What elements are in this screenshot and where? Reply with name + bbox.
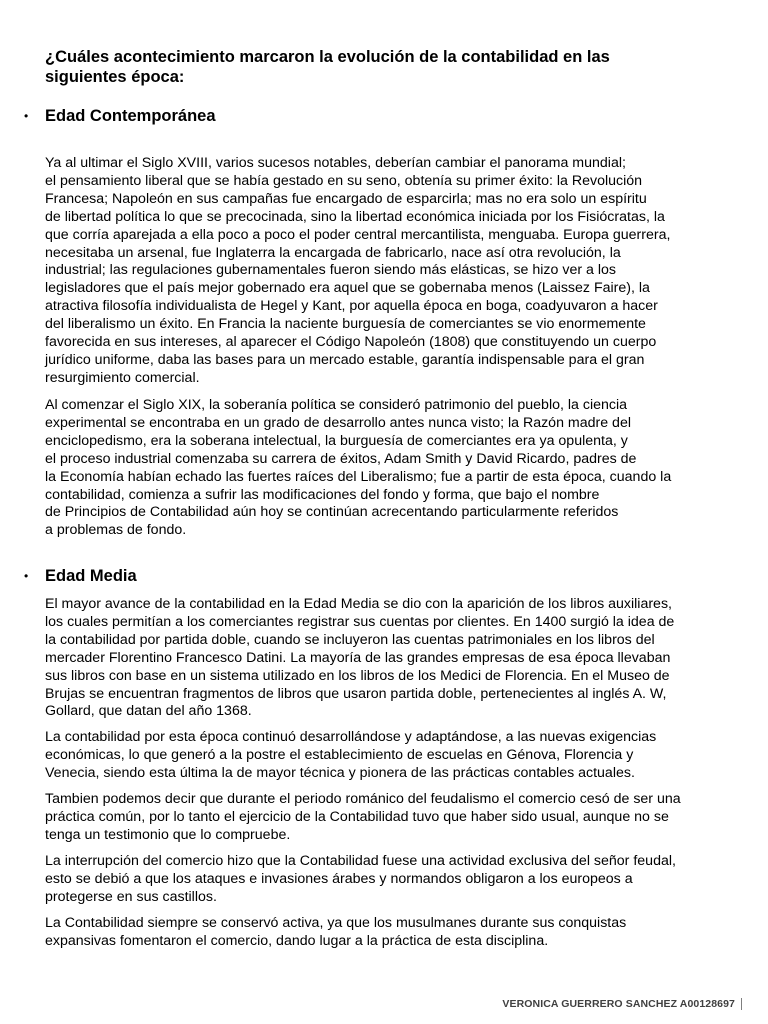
- page-title: ¿Cuáles acontecimiento marcaron la evolución de la contabilidad en las siguientes época:: [45, 48, 610, 86]
- section-heading-label: Edad Media: [45, 567, 137, 585]
- paragraph: Tambien podemos decir que durante el periodo románico del feudalismo el comercio cesó de ser una práctica común, por lo tanto el ejercicio de la Contabilidad tuvo que haber sido usual, aunque no se tenga un testimonio que lo compruebe.: [45, 791, 681, 843]
- bullet-icon: •: [24, 569, 29, 583]
- footer-divider: [741, 998, 742, 1010]
- paragraph: Ya al ultimar el Siglo XVIII, varios sucesos notables, deberían cambiar el panorama mundial; el pensamiento liberal que se había gestado en su seno, obtenía su primer éxito: la Revolución Francesa; Napoleón en sus campañas fue encargado de esparcirla; mas no era solo un espíritu de libertad política lo que se precocinada, sino la libertad económica iniciada por los Fisiócratas, la que corría aparejada a ella poco a poco el poder central mercantilista, menguaba. Europa guerrera, necesitaba un arsenal, fue Inglaterra la encargada de fabricarlo, nace así otra revolución, la industrial; las regulaciones gubernamentales fueron siendo más elásticas, se hizo ver a los legisladores que el país mejor gobernado era aquel que se gobernaba menos (Laissez Faire), la atractiva filosofía individualista de Hegel y Kant, por aquella época en boga, coadyuvaron a hacer del liberalismo un éxito. En Francia la naciente burguesía de comerciantes se vio enormemente favorecida en sus intereses, al aparecer el Código Napoleón (1808) que constituyendo un cuerpo jurídico uniforme, daba las bases para un mercado estable, garantía indispensable para el gran resurgimiento comercial.: [45, 155, 671, 386]
- footer-author: VERONICA GUERRERO SANCHEZ A00128697: [502, 998, 735, 1010]
- section-heading-edad-contemporanea: [24, 106, 216, 127]
- paragraph: La Contabilidad siempre se conservó activa, ya que los musulmanes durante sus conquistas expansivas fomentaron el comercio, dando lugar a la práctica de esta disciplina.: [45, 915, 627, 949]
- section-heading-edad-media: [24, 566, 137, 587]
- page-footer: [502, 998, 742, 1010]
- bullet-icon: •: [24, 109, 29, 123]
- section-heading-label: Edad Contemporánea: [45, 107, 216, 125]
- paragraph: La interrupción del comercio hizo que la Contabilidad fuese una actividad exclusiva del señor feudal, esto se debió a que los ataques e invasiones árabes y normandos obligaron a los europeos a protegerse en sus castillos.: [45, 853, 676, 905]
- paragraph: Al comenzar el Siglo XIX, la soberanía política se consideró patrimonio del pueblo, la ciencia experimental se encontraba en un grado de desarrollo antes nunca visto; la Razón madre del enciclopedismo, era la soberana intelectual, la burguesía de comerciantes era ya opulenta, y el proceso industrial comenzaba su carrera de éxitos, Adam Smith y David Ricardo, padres de la Economía habían echado las fuertes raíces del Liberalismo; fue a partir de esta época, cuando la contabilidad, comienza a sufrir las modificaciones del fondo y forma, que bajo el nombre de Principios de Contabilidad aún hoy se continúan acrecentando particularmente referidos a problemas de fondo.: [45, 397, 672, 539]
- paragraph: El mayor avance de la contabilidad en la Edad Media se dio con la aparición de los libros auxiliares, los cuales permitían a los comerciantes registrar sus cuentas por clientes. En 1400 surgió la idea de la contabilidad por partida doble, cuando se incluyeron las cuentas patrimoniales en los libros del mercader Florentino Francesco Datini. La mayoría de las grandes empresas de esa época llevaban sus libros con base en un sistema utilizado en los libros de los Medici de Florencia. En el Museo de Brujas se encuentran fragmentos de libros que usaron partida doble, pertenecientes al inglés A. W, Gollard, que datan del año 1368.: [45, 596, 675, 720]
- paragraph: La contabilidad por esta época continuó desarrollándose y adaptándose, a las nuevas exigencias económicas, lo que generó a la postre el establecimiento de escuelas en Génova, Florencia y Venecia, siendo esta última la de mayor técnica y pionera de las prácticas contables actuales.: [45, 729, 657, 781]
